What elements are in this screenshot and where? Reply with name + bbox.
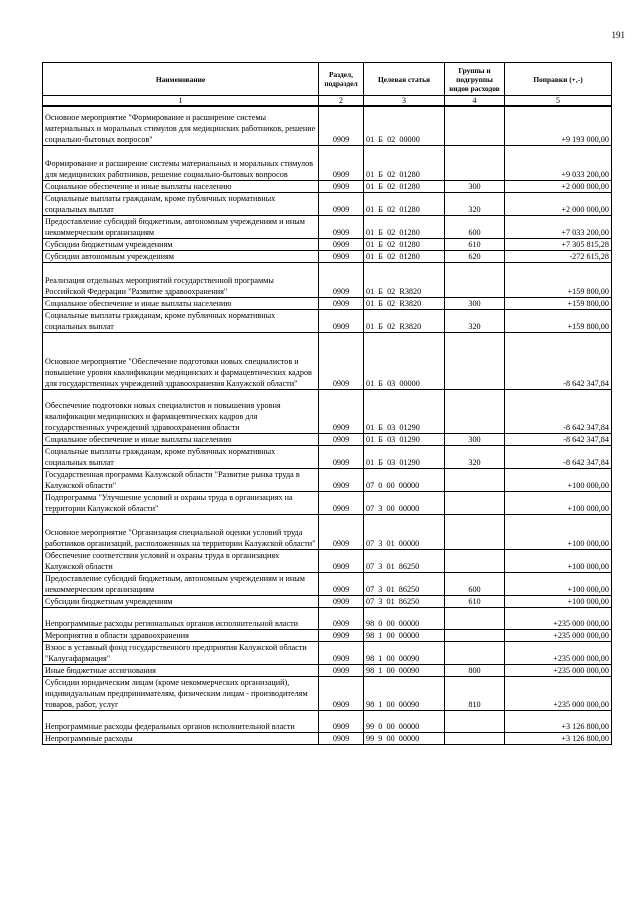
cell-expense-group bbox=[445, 332, 505, 389]
cell-expense-group bbox=[445, 607, 505, 629]
cell-name: Обеспечение подготовки новых специалистов и повышения уровня квалификации медицинских и фармацевтических кадров для государственных учреждений здравоохранения области bbox=[43, 389, 319, 433]
cell-name: Государственная программа Калужской области "Развитие рынка труда в Калужской области" bbox=[43, 468, 319, 491]
cell-section: 0909 bbox=[319, 664, 364, 676]
cell-amount: -8 642 347,84 bbox=[505, 433, 612, 445]
cell-amount: +3 126 800,00 bbox=[505, 710, 612, 732]
cell-section: 0909 bbox=[319, 445, 364, 468]
cell-expense-group: 810 bbox=[445, 676, 505, 710]
cell-expense-group: 800 bbox=[445, 664, 505, 676]
cell-target-code: 01 Б 03 01290 bbox=[364, 433, 445, 445]
cell-section: 0909 bbox=[319, 389, 364, 433]
cell-expense-group bbox=[445, 145, 505, 180]
cell-section: 0909 bbox=[319, 106, 364, 145]
table-row bbox=[43, 445, 612, 468]
cell-amount: +2 000 000,00 bbox=[505, 180, 612, 192]
cell-target-code: 98 0 00 00000 bbox=[364, 607, 445, 629]
table-row bbox=[43, 433, 612, 445]
column-number: 3 bbox=[364, 96, 445, 107]
cell-target-code: 07 3 01 00000 bbox=[364, 514, 445, 549]
cell-name: Социальные выплаты гражданам, кроме публичных нормативных социальных выплат bbox=[43, 445, 319, 468]
cell-expense-group: 620 bbox=[445, 250, 505, 262]
table-row bbox=[43, 215, 612, 238]
cell-amount: +100 000,00 bbox=[505, 595, 612, 607]
table-row bbox=[43, 549, 612, 572]
table-row bbox=[43, 607, 612, 629]
cell-target-code: 98 1 00 00090 bbox=[364, 664, 445, 676]
cell-amount: +159 800,00 bbox=[505, 309, 612, 332]
cell-expense-group: 300 bbox=[445, 297, 505, 309]
cell-amount: +7 033 200,00 bbox=[505, 215, 612, 238]
cell-amount: +100 000,00 bbox=[505, 514, 612, 549]
cell-target-code: 01 Б 02 R3820 bbox=[364, 297, 445, 309]
cell-amount: +9 033 200,00 bbox=[505, 145, 612, 180]
cell-name: Обеспечение соответствия условий и охраны труда в организациях Калужской области bbox=[43, 549, 319, 572]
column-number-row bbox=[43, 96, 612, 107]
cell-section: 0909 bbox=[319, 491, 364, 514]
cell-target-code: 01 Б 02 01280 bbox=[364, 250, 445, 262]
cell-name: Основное мероприятие "Организация специальной оценки условий труда работников организаций, расположенных на территории Калужской области" bbox=[43, 514, 319, 549]
cell-expense-group bbox=[445, 389, 505, 433]
cell-amount: +235 000 000,00 bbox=[505, 629, 612, 641]
table-row bbox=[43, 641, 612, 664]
cell-expense-group: 320 bbox=[445, 309, 505, 332]
cell-target-code: 98 1 00 00090 bbox=[364, 641, 445, 664]
cell-target-code: 07 3 01 86250 bbox=[364, 595, 445, 607]
table-row bbox=[43, 238, 612, 250]
cell-amount: +2 000 000,00 bbox=[505, 192, 612, 215]
cell-amount: +235 000 000,00 bbox=[505, 664, 612, 676]
header-name: Наименование bbox=[43, 63, 319, 96]
cell-section: 0909 bbox=[319, 607, 364, 629]
page-number: 191 bbox=[611, 30, 625, 40]
table-row bbox=[43, 514, 612, 549]
cell-name: Непрограммные расходы bbox=[43, 732, 319, 744]
cell-target-code: 98 1 00 00000 bbox=[364, 629, 445, 641]
cell-name: Социальные выплаты гражданам, кроме публичных нормативных социальных выплат bbox=[43, 309, 319, 332]
header-code: Целевая статья bbox=[364, 63, 445, 96]
cell-target-code: 01 Б 02 01280 bbox=[364, 238, 445, 250]
cell-section: 0909 bbox=[319, 262, 364, 297]
cell-name: Субсидии бюджетным учреждениям bbox=[43, 238, 319, 250]
cell-section: 0909 bbox=[319, 732, 364, 744]
cell-amount: -8 642 347,84 bbox=[505, 445, 612, 468]
cell-name: Реализация отдельных мероприятий государственной программы Российской Федерации "Развитие здравоохранения" bbox=[43, 262, 319, 297]
cell-target-code: 07 3 01 86250 bbox=[364, 572, 445, 595]
cell-expense-group: 610 bbox=[445, 595, 505, 607]
cell-amount: +100 000,00 bbox=[505, 468, 612, 491]
table-row bbox=[43, 595, 612, 607]
cell-section: 0909 bbox=[319, 572, 364, 595]
cell-amount: +7 305 815,28 bbox=[505, 238, 612, 250]
table-row bbox=[43, 262, 612, 297]
table-row bbox=[43, 572, 612, 595]
table-row bbox=[43, 106, 612, 145]
cell-target-code: 01 Б 02 R3820 bbox=[364, 262, 445, 297]
cell-target-code: 99 9 00 00000 bbox=[364, 732, 445, 744]
cell-section: 0909 bbox=[319, 297, 364, 309]
table-header-row bbox=[43, 63, 612, 96]
cell-name: Взнос в уставный фонд государственного предприятия Калужской области "Калугафармация" bbox=[43, 641, 319, 664]
table-row bbox=[43, 180, 612, 192]
cell-name: Предоставление субсидий бюджетным, автономным учреждениям и иным некоммерческим организациям bbox=[43, 215, 319, 238]
cell-amount: +235 000 000,00 bbox=[505, 676, 612, 710]
cell-amount: +9 193 000,00 bbox=[505, 106, 612, 145]
table-row bbox=[43, 491, 612, 514]
cell-expense-group bbox=[445, 710, 505, 732]
cell-section: 0909 bbox=[319, 180, 364, 192]
cell-amount: -272 615,28 bbox=[505, 250, 612, 262]
cell-expense-group bbox=[445, 732, 505, 744]
cell-name: Субсидии бюджетным учреждениям bbox=[43, 595, 319, 607]
table-row bbox=[43, 676, 612, 710]
cell-section: 0909 bbox=[319, 309, 364, 332]
cell-expense-group: 300 bbox=[445, 433, 505, 445]
cell-amount: +100 000,00 bbox=[505, 491, 612, 514]
cell-target-code: 01 Б 03 01290 bbox=[364, 389, 445, 433]
cell-section: 0909 bbox=[319, 215, 364, 238]
cell-section: 0909 bbox=[319, 145, 364, 180]
cell-amount: +159 800,00 bbox=[505, 262, 612, 297]
cell-expense-group bbox=[445, 549, 505, 572]
cell-target-code: 98 1 00 00090 bbox=[364, 676, 445, 710]
table-row bbox=[43, 192, 612, 215]
cell-section: 0909 bbox=[319, 549, 364, 572]
cell-expense-group bbox=[445, 629, 505, 641]
table-row bbox=[43, 732, 612, 744]
cell-target-code: 01 Б 03 01290 bbox=[364, 445, 445, 468]
cell-section: 0909 bbox=[319, 192, 364, 215]
cell-expense-group bbox=[445, 641, 505, 664]
cell-name: Непрограммные расходы федеральных органов исполнительной власти bbox=[43, 710, 319, 732]
cell-section: 0909 bbox=[319, 433, 364, 445]
cell-expense-group bbox=[445, 491, 505, 514]
cell-expense-group: 600 bbox=[445, 215, 505, 238]
cell-name: Социальное обеспечение и иные выплаты населению bbox=[43, 433, 319, 445]
cell-target-code: 01 Б 02 01280 bbox=[364, 180, 445, 192]
header-amount: Поправки (+,-) bbox=[505, 63, 612, 96]
cell-name: Субсидии автономным учреждениям bbox=[43, 250, 319, 262]
cell-section: 0909 bbox=[319, 468, 364, 491]
cell-amount: +235 000 000,00 bbox=[505, 607, 612, 629]
cell-name: Основное мероприятие "Формирование и расширение системы материальных и моральных стимулов для медицинских работников, решение социально-бытовых вопросов" bbox=[43, 106, 319, 145]
budget-amendments-table bbox=[42, 62, 612, 745]
column-number: 2 bbox=[319, 96, 364, 107]
cell-target-code: 01 Б 02 01280 bbox=[364, 215, 445, 238]
cell-expense-group: 320 bbox=[445, 445, 505, 468]
column-number: 4 bbox=[445, 96, 505, 107]
cell-name: Формирование и расширение системы материальных и моральных стимулов для медицинских работников, решение социально-бытовых вопросов bbox=[43, 145, 319, 180]
column-number: 5 bbox=[505, 96, 612, 107]
cell-section: 0909 bbox=[319, 332, 364, 389]
cell-expense-group: 320 bbox=[445, 192, 505, 215]
cell-name: Иные бюджетные ассигнования bbox=[43, 664, 319, 676]
cell-section: 0909 bbox=[319, 514, 364, 549]
cell-target-code: 07 3 01 86250 bbox=[364, 549, 445, 572]
cell-name: Субсидии юридическим лицам (кроме некоммерческих организаций), индивидуальным предпринимателям, физическим лицам - производителям товаров, работ, услуг bbox=[43, 676, 319, 710]
cell-expense-group bbox=[445, 468, 505, 491]
cell-amount: +100 000,00 bbox=[505, 572, 612, 595]
cell-target-code: 07 3 00 00000 bbox=[364, 491, 445, 514]
cell-target-code: 99 0 00 00000 bbox=[364, 710, 445, 732]
cell-amount: +100 000,00 bbox=[505, 549, 612, 572]
header-groups: Группы и подгруппы видов расходов bbox=[445, 63, 505, 96]
table-row bbox=[43, 297, 612, 309]
table-row bbox=[43, 710, 612, 732]
cell-target-code: 01 Б 02 01280 bbox=[364, 145, 445, 180]
cell-target-code: 07 0 00 00000 bbox=[364, 468, 445, 491]
cell-expense-group: 610 bbox=[445, 238, 505, 250]
table-row bbox=[43, 332, 612, 389]
column-number: 1 bbox=[43, 96, 319, 107]
cell-name: Непрограммные расходы региональных органов исполнительной власти bbox=[43, 607, 319, 629]
cell-expense-group: 300 bbox=[445, 180, 505, 192]
table-row bbox=[43, 389, 612, 433]
cell-name: Социальное обеспечение и иные выплаты населению bbox=[43, 180, 319, 192]
cell-section: 0909 bbox=[319, 238, 364, 250]
cell-amount: +159 800,00 bbox=[505, 297, 612, 309]
table-row bbox=[43, 145, 612, 180]
cell-name: Социальное обеспечение и иные выплаты населению bbox=[43, 297, 319, 309]
cell-amount: -8 642 347,84 bbox=[505, 332, 612, 389]
cell-section: 0909 bbox=[319, 250, 364, 262]
cell-amount: +3 126 800,00 bbox=[505, 732, 612, 744]
table-row bbox=[43, 629, 612, 641]
cell-section: 0909 bbox=[319, 641, 364, 664]
cell-section: 0909 bbox=[319, 676, 364, 710]
cell-expense-group bbox=[445, 262, 505, 297]
cell-name: Основное мероприятие "Обеспечение подготовки новых специалистов и повышение уровня квалификации медицинских и фармацевтических кадров для государственных учреждений здравоохранения Калужской области" bbox=[43, 332, 319, 389]
cell-expense-group bbox=[445, 106, 505, 145]
cell-target-code: 01 Б 02 00000 bbox=[364, 106, 445, 145]
cell-amount: +235 000 000,00 bbox=[505, 641, 612, 664]
cell-section: 0909 bbox=[319, 629, 364, 641]
cell-target-code: 01 Б 02 01280 bbox=[364, 192, 445, 215]
cell-expense-group: 600 bbox=[445, 572, 505, 595]
cell-section: 0909 bbox=[319, 595, 364, 607]
table-row bbox=[43, 664, 612, 676]
cell-name: Подпрограмма "Улучшение условий и охраны труда в организациях на территории Калужской области" bbox=[43, 491, 319, 514]
header-section: Раздел, подраздел bbox=[319, 63, 364, 96]
cell-target-code: 01 Б 03 00000 bbox=[364, 332, 445, 389]
table-row bbox=[43, 309, 612, 332]
cell-name: Предоставление субсидий бюджетным, автономным учреждениям и иным некоммерческим организациям bbox=[43, 572, 319, 595]
cell-name: Социальные выплаты гражданам, кроме публичных нормативных социальных выплат bbox=[43, 192, 319, 215]
cell-section: 0909 bbox=[319, 710, 364, 732]
table-row bbox=[43, 250, 612, 262]
cell-target-code: 01 Б 02 R3820 bbox=[364, 309, 445, 332]
cell-amount: -8 642 347,84 bbox=[505, 389, 612, 433]
cell-name: Мероприятия в области здравоохранения bbox=[43, 629, 319, 641]
table-row bbox=[43, 468, 612, 491]
cell-expense-group bbox=[445, 514, 505, 549]
